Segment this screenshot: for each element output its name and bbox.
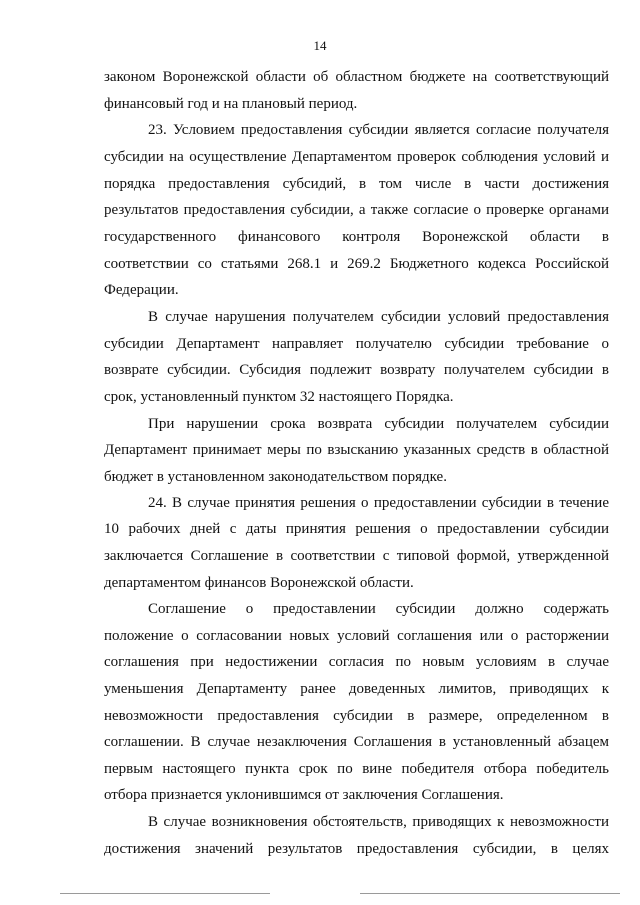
page-number: 14 xyxy=(313,38,327,53)
text-line: достижения значений результатов предоставления субсидии, в целях xyxy=(104,841,609,857)
text-line: государственного финансового контроля Воронежской области в xyxy=(104,229,609,245)
text-line: соответствии со статьями 268.1 и 269.2 Бюджетного кодекса Российской xyxy=(104,256,609,272)
text-line: субсидии Департамент направляет получателю субсидии требование о xyxy=(104,336,609,352)
text-line: Департамент принимает меры по взысканию указанных средств в областной xyxy=(104,442,609,458)
text-line: заключается Соглашение в соответствии с типовой формой, утвержденной xyxy=(104,548,609,564)
text-line: первым настоящего пункта срок по вине победителя отбора победитель xyxy=(104,761,609,777)
text-line: Соглашение о предоставлении субсидии должно содержать xyxy=(148,601,609,617)
text-line: департаментом финансов Воронежской области. xyxy=(104,575,414,591)
text-line: соглашении. В случае незаключения Соглашения в установленный абзацем xyxy=(104,734,609,750)
text-line: положение о согласовании новых условий соглашения или о расторжении xyxy=(104,628,609,644)
text-line: невозможности предоставления субсидии в размере, определенном в xyxy=(104,708,609,724)
text-line: В случае возникновения обстоятельств, приводящих к невозможности xyxy=(148,814,609,830)
text-line: 10 рабочих дней с даты принятия решения о предоставлении субсидии xyxy=(104,521,609,537)
text-line: законом Воронежской области об областном бюджете на соответствующий xyxy=(104,69,609,85)
text-line: результатов предоставления субсидии, а также согласие о проверке органами xyxy=(104,202,609,218)
footer-divider-left xyxy=(60,893,270,894)
text-line: порядка предоставления субсидий, в том числе в части достижения xyxy=(104,176,609,192)
text-line: 23. Условием предоставления субсидии является согласие получателя xyxy=(148,122,609,138)
text-line: отбора признается уклонившимся от заключения Соглашения. xyxy=(104,787,504,803)
text-line: 24. В случае принятия решения о предоставлении субсидии в течение xyxy=(148,495,609,511)
footer-divider-right xyxy=(360,893,620,894)
text-line: соглашения при недостижении согласия по новым условиям в случае xyxy=(104,654,609,670)
text-line: При нарушении срока возврата субсидии получателем субсидии xyxy=(148,416,609,432)
text-line: бюджет в установленном законодательством порядке. xyxy=(104,469,447,485)
text-line: Федерации. xyxy=(104,282,179,298)
text-line: субсидии на осуществление Департаментом проверок соблюдения условий и xyxy=(104,149,609,165)
text-line: срок, установленный пунктом 32 настоящего Порядка. xyxy=(104,389,454,405)
text-line: финансовый год и на плановый период. xyxy=(104,96,358,112)
text-line: возврате субсидии. Субсидия подлежит возврату получателем субсидии в xyxy=(104,362,609,378)
text-line: В случае нарушения получателем субсидии условий предоставления xyxy=(148,309,609,325)
text-line: уменьшения Департаменту ранее доведенных лимитов, приводящих к xyxy=(104,681,609,697)
